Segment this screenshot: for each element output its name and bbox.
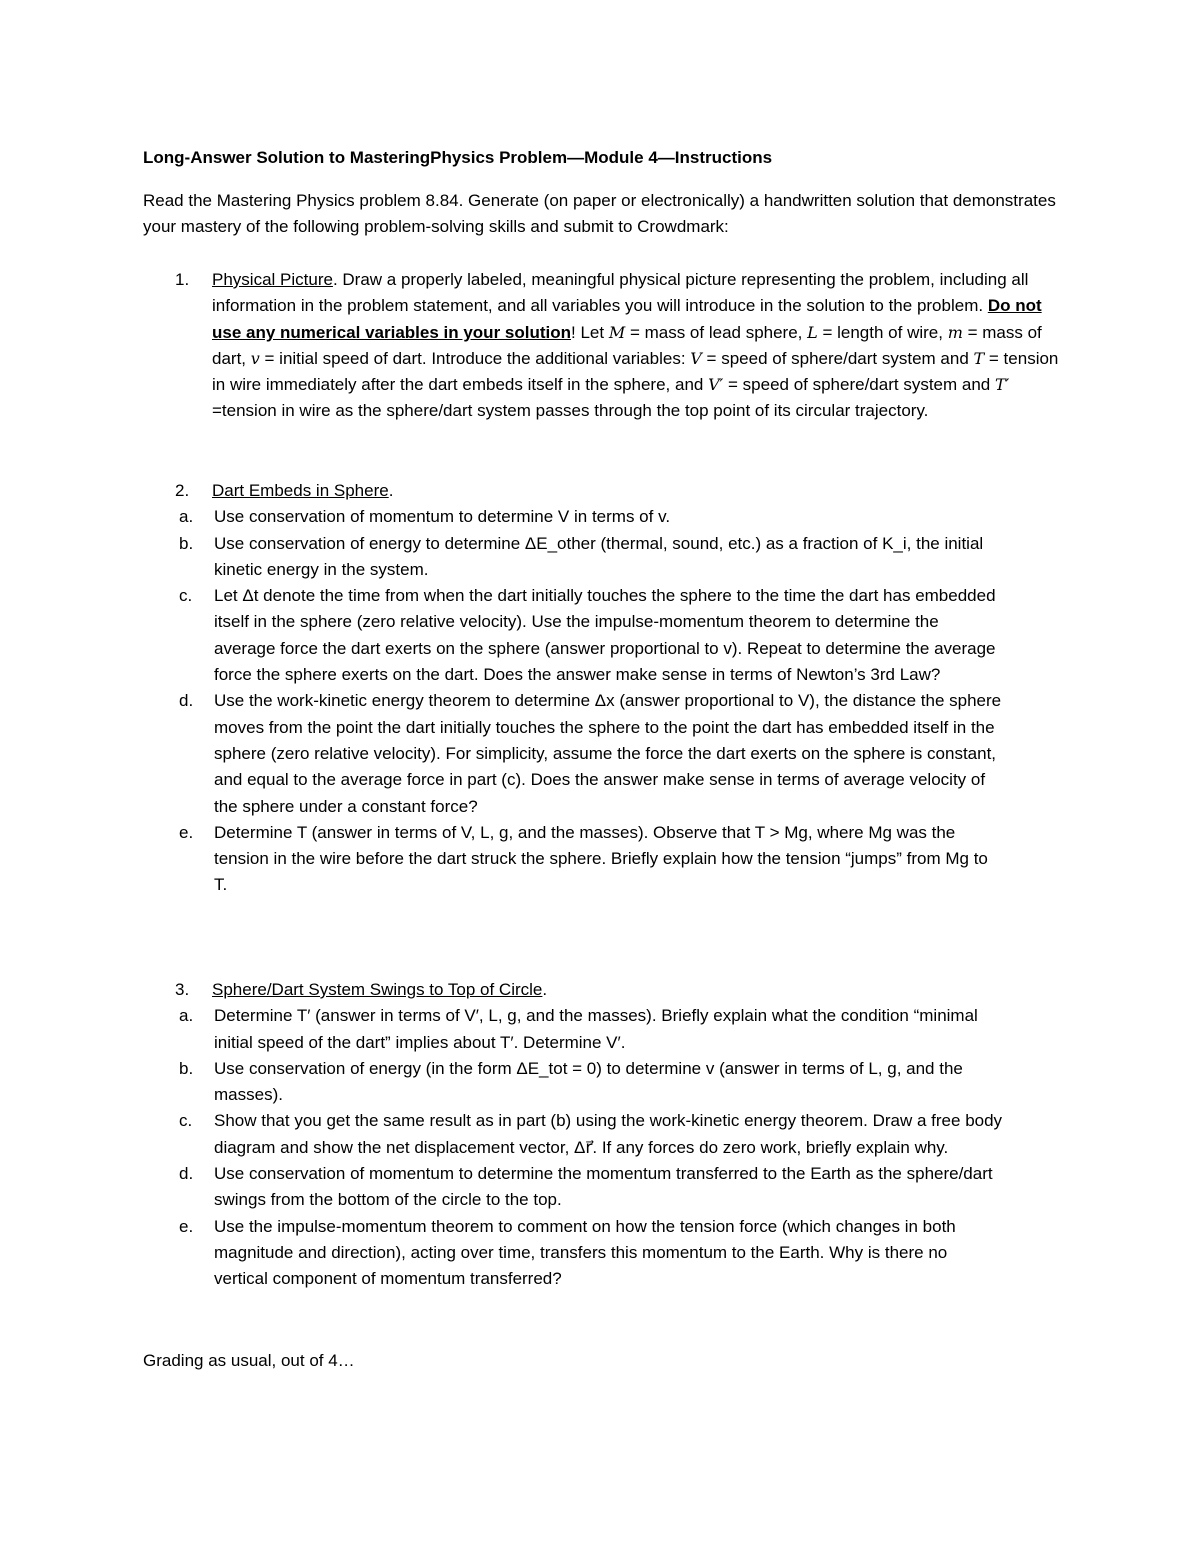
item-number: 2.: [175, 481, 190, 500]
sub-item: [143, 1214, 1083, 1293]
sub-item: [143, 504, 1083, 530]
grading-note: Grading as usual, out of 4…: [143, 1351, 355, 1370]
sub-letter: d.: [179, 1164, 194, 1184]
sub-letter: c.: [179, 1111, 193, 1131]
var-T: T: [973, 348, 985, 368]
item-number: 3.: [175, 980, 190, 999]
list-item-physical-picture: [143, 267, 1083, 425]
item-body: Sphere/Dart System Swings to Top of Circle.: [212, 980, 548, 999]
sub-item: [143, 688, 1083, 819]
item-heading: Sphere/Dart System Swings to Top of Circle: [212, 980, 543, 999]
sub-item: [143, 1056, 1083, 1109]
var-M: M: [608, 322, 626, 342]
sub-text: Determine T (answer in terms of V, L, g, and the masses). Observe that T > Mg, where Mg was the tension in the wire before the dart struck the sphere. Briefly explain how the tension “jumps” from Mg to T.: [214, 822, 988, 895]
sub-letter: c.: [179, 586, 193, 606]
item-number: 1.: [175, 270, 190, 289]
sub-item: [143, 1003, 1083, 1056]
sub-letter: a.: [179, 507, 194, 527]
list-item-swings-to-top: [143, 977, 1083, 1293]
sub-text: Let Δt denote the time from when the dart initially touches the sphere to the time the dart has embedded itself in the sphere (zero relative velocity). Use the impulse-momentum theorem to determine the average force the dart exerts on the sphere (answer proportional to v). Repeat to determine the average force the sphere exerts on the dart. Does the answer make sense in terms of Newton’s 3rd Law?: [214, 586, 996, 685]
def-v: = initial speed of dart. Introduce the additional variables:: [259, 348, 691, 368]
def-L: = length of wire,: [817, 322, 948, 342]
item-body: [212, 267, 1072, 425]
after-warning-text: ! Let: [571, 322, 609, 342]
sub-text: Use conservation of momentum to determine V in terms of v.: [214, 507, 671, 527]
sub-text: Show that you get the same result as in part (b) using the work-kinetic energy theorem. Draw a free body diagram and show the net displacement vector, Δr⃗. If any forces do zero work, briefly explain why.: [214, 1111, 1003, 1157]
def-T: = tension in wire immediately after the dart embeds itself in the sphere, and: [212, 348, 1059, 395]
item-lead-text: . Draw a properly labeled, meaningful physical picture representing the problem, including all information in the problem statement, and all variables you will introduce in the solution to the problem.: [212, 270, 1029, 316]
sub-letter: b.: [179, 1058, 194, 1078]
sub-item: [143, 1108, 1083, 1161]
def-T-prime: =tension in wire as the sphere/dart system passes through the top point of its circular trajectory.: [212, 401, 929, 421]
intro-paragraph: Read the Mastering Physics problem 8.84. Generate (on paper or electronically) a handwritten solution that demonstrates your mastery of the following problem-solving skills and submit to Crowdmark:: [143, 191, 1056, 237]
var-m: m: [947, 322, 963, 342]
item-heading: Physical Picture: [212, 270, 333, 289]
sub-item: [143, 1161, 1083, 1214]
sub-text: Use the work-kinetic energy theorem to determine Δx (answer proportional to V), the distance the sphere moves from the point the dart initially touches the sphere to the point the dart has embedded itself in the sphere (zero relative velocity). For simplicity, assume the force the dart exerts on the sphere is constant, and equal to the average force in part (c). Does the answer make sense in terms of average velocity of the sphere under a constant force?: [214, 691, 1002, 816]
sub-letter: b.: [179, 533, 194, 553]
document-title: Long-Answer Solution to MasteringPhysics Problem—Module 4—Instructions: [143, 148, 773, 167]
sub-text: Use conservation of energy to determine ΔE_other (thermal, sound, etc.) as a fraction of K_i, the initial kinetic energy in the system.: [214, 533, 984, 579]
sub-text: Use conservation of energy (in the form ΔE_tot = 0) to determine v (answer in terms of L, g, and the masses).: [214, 1058, 963, 1105]
def-V-prime: = speed of sphere/dart system and: [723, 375, 995, 395]
def-V: = speed of sphere/dart system and: [701, 348, 974, 368]
warning-text: Do not use any numerical variables in your solution: [212, 296, 1042, 342]
sub-item: [143, 531, 1083, 584]
sub-item: [143, 583, 1083, 688]
item-body: Dart Embeds in Sphere.: [212, 481, 394, 500]
sub-letter: d.: [179, 691, 194, 711]
sub-item: [143, 820, 1083, 899]
sub-letter: e.: [179, 1216, 194, 1236]
sub-letter: a.: [179, 1006, 194, 1026]
var-V: V: [690, 348, 702, 368]
list-item-dart-embeds: [143, 478, 1083, 899]
var-T-prime: T′: [994, 375, 1010, 395]
def-M: = mass of lead sphere,: [625, 322, 808, 342]
var-L: L: [807, 322, 818, 342]
var-v: v: [250, 348, 260, 368]
sub-text: Use the impulse-momentum theorem to comment on how the tension force (which changes in both magnitude and direction), acting over time, transfers this momentum to the Earth. Why is there no vertical component of momentum transferred?: [214, 1216, 956, 1289]
sub-letter: e.: [179, 822, 194, 842]
sub-text: Determine T′ (answer in terms of V′, L, g, and the masses). Briefly explain what the condition “minimal initial speed of the dart” implies about T′. Determine V′.: [214, 1006, 978, 1052]
sub-text: Use conservation of momentum to determine the momentum transferred to the Earth as the sphere/dart swings from the bottom of the circle to the top.: [214, 1164, 993, 1210]
var-V-prime: V′: [708, 375, 724, 395]
def-m: = mass of dart,: [212, 322, 1042, 368]
item-heading: Dart Embeds in Sphere: [212, 481, 389, 500]
